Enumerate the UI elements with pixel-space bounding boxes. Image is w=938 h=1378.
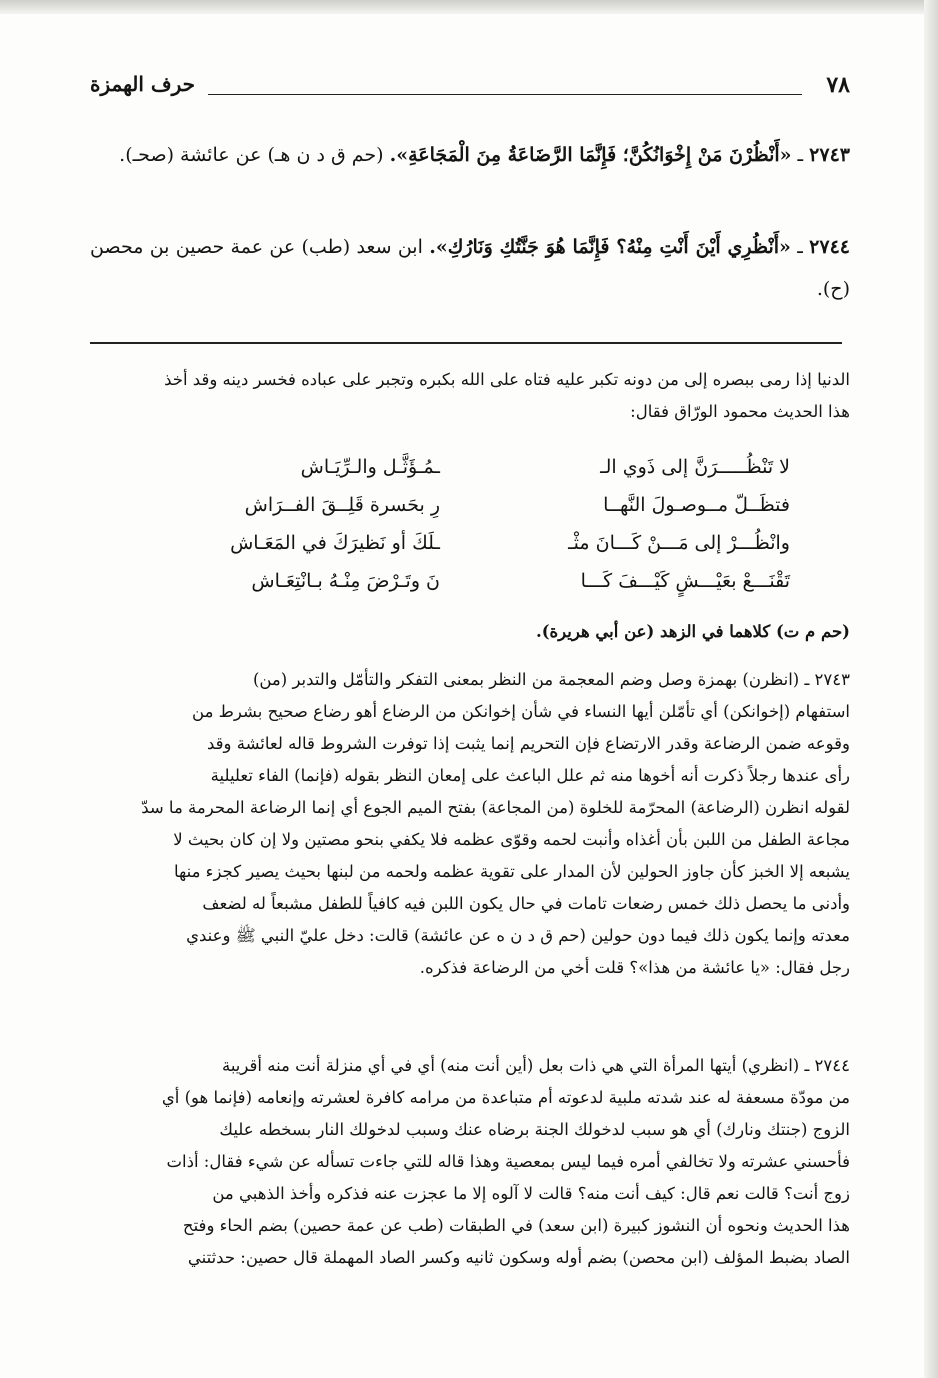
text-line: الدنيا إذا رمى ببصره إلى من دونه تكبر عليه فتاه على الله بكبره وتجبر على عباده فخسر دينه وقد أخذ <box>164 370 850 389</box>
poem-verse <box>140 456 790 492</box>
text-line: الزوج (جنتك ونارك) أي هو سبب لدخولك الجنة برضاه عنك وسبب لدخولك النار بسخطه عليك <box>219 1120 850 1139</box>
text-line: مجاعة الطفل من اللبن بأن أغذاه وأنبت لحمه وقوّى عظمه فلا يكفي بنحو مصتين ولا إن كان بحيث لا <box>173 830 850 849</box>
verse-first-hemistich: فتظَــلّ مــوصـولَ النَّهــا <box>603 494 790 516</box>
text-line: ٢٧٤٤ ـ (انظري) أيتها المرأة التي هي ذات بعل (أين أنت منه) أي في أي منزلة أنت منه أقريبة <box>221 1056 850 1075</box>
verse-first-hemistich: تَقْنَـــعْ بعَيْـــشٍ كَيْـــفَ كَـــا <box>580 570 790 592</box>
text-line: استفهام (إخوانكن) أي تأمّلن أيها النساء في شأن إخوانكن من الرضاع أهو رضاع صحيح بشرط من <box>192 702 850 721</box>
chapter-title: حرف الهمزة <box>90 72 196 96</box>
poem-source <box>90 616 850 648</box>
text-line: ٢٧٤٣ ـ (انظرن) بهمزة وصل وضم المعجمة من النظر بمعنى التفكر والتأمّل والتدبر (من) <box>252 670 850 689</box>
hadith-source: (حم ق د ن هـ) عن عائشة (صحـ). <box>119 144 384 166</box>
footnote-separator <box>90 342 842 344</box>
text-line: الصاد بضبط المؤلف (ابن محصن) بضم أوله وسكون ثانيه وكسر الصاد المهملة قال حصين: حدثتني <box>187 1248 850 1267</box>
commentary-2744 <box>90 1050 850 1274</box>
verse-first-hemistich: وانْظُـــرْ إلى مَـــنْ كَـــانَ مثْـ <box>568 532 790 554</box>
text-line: رأى عندها رجلاً ذكرت أنه أخوها منه ثم علل الباعث على إمعان النظر بقوله (فإنما) الفاء تعليلية <box>210 766 850 785</box>
text-line: زوج أنت؟ قالت نعم قال: كيف أنت منه؟ قالت لا آلوه إلا ما عجزت عنه فذكره وأخذ الذهبي من <box>212 1184 850 1203</box>
poem-verse <box>140 570 790 606</box>
hadith-text: «أَنْظُرِي أَيْنَ أَنْتِ مِنْهُ؟ فَإِنَّمَا هُوَ جَنَّتُكِ وَنَارُكِ». <box>429 236 791 258</box>
page-header <box>90 72 850 106</box>
hadith-text: «أَنْظُرْنَ مَنْ إِخْوَانُكُنَّ؛ فَإِنَّمَا الرَّضَاعَةُ مِنَ الْمَجَاعَةِ». <box>389 144 792 166</box>
poem-verse <box>140 494 790 530</box>
verse-second-hemistich: رِ بحَسرة قَلِــقَ الفــرَاش <box>244 494 440 516</box>
text-line: وقوعه ضمن الرضاعة وقدر الارتضاع فإن التحريم إنما يثبت إذا توفرت الشروط قاله لعائشة وقد <box>206 734 850 753</box>
hadith-2744: ٢٧٤٤ ـ «أَنْظُرِي أَيْنَ أَنْتِ مِنْهُ؟ فَإِنَّمَا هُوَ جَنَّتُكِ وَنَارُكِ». ابن سعد (طب) عن عمة حصين بن محصن (ح). <box>90 236 850 300</box>
text-line: من مودّة مسعفة له عند شدته ملبية لدعوته أم متباعدة من مرامه كافرة لعشرته وإنعامه (فإنما هو) أي <box>161 1088 850 1107</box>
verse-second-hemistich: ـمُـؤَثَّـل والـرِّيَـاش <box>300 456 440 478</box>
hadith-source: ابن سعد (طب) عن عمة حصين بن محصن (ح). <box>90 236 850 300</box>
text-line: (حم م ت) كلاهما في الزهد (عن أبي هريرة). <box>535 622 850 641</box>
hadith-2743: ٢٧٤٣ ـ «أَنْظُرْنَ مَنْ إِخْوَانُكُنَّ؛ فَإِنَّمَا الرَّضَاعَةُ مِنَ الْمَجَاعَةِ». (حم ق د ن هـ) عن عائشة (صحـ). <box>119 144 850 166</box>
text-line: فأحسني عشرته ولا تخالفي أمره فيما ليس بمعصية وهذا قاله للتي جاءت تسأله عن شيء فقال: أذات <box>166 1152 850 1171</box>
hadith-number: ٢٧٤٤ <box>809 236 850 258</box>
text-line: هذا الحديث محمود الورّاق فقال: <box>630 402 850 421</box>
verse-second-hemistich: نَ وتَـرْضَ مِنْـهُ بـانْتِعَـاش <box>251 570 440 592</box>
verse-first-hemistich: لا تَنْظُـــــرَنَّ إلى ذَوي الـ <box>600 456 790 478</box>
hadith-number: ٢٧٤٣ <box>809 144 850 166</box>
commentary-intro <box>90 364 850 428</box>
text-line: لقوله انظرن (الرضاعة) المحرّمة للخلوة (من المجاعة) بفتح الميم الجوع أي إنما الرضاعة المحرمة ما سدّ <box>141 798 850 817</box>
page-number: ٧٨ <box>826 72 850 98</box>
text-line: يشبعه إلا الخبز كأن جاوز الحولين لأن المدار على تقوية عظمه ولحمه من لبنها بحيث يصير كجزء منها <box>173 862 850 881</box>
scan-edge-top <box>0 0 938 14</box>
text-line: هذا الحديث ونحوه أن النشوز كبيرة (ابن سعد) في الطبقات (طب عن عمة حصين) بضم الحاء وفتح <box>182 1216 850 1235</box>
text-line: رجل فقال: «يا عائشة من هذا»؟ قلت أخي من الرضاعة فذكره. <box>419 958 850 977</box>
scan-edge-right <box>924 0 938 1378</box>
text-line: معدته وإنما يكون ذلك فيما دون حولين (حم ق د ن ه عن عائشة) قالت: دخل عليّ النبي ﷺ وعندي <box>186 926 850 945</box>
commentary-2743 <box>90 664 850 984</box>
header-rule <box>208 94 802 95</box>
text-line: وأدنى ما يحصل ذلك خمس رضعات تامات في حال يكون اللبن فيه كافياً للطفل مشبعاً له لضعف <box>202 894 850 913</box>
poem-verse <box>140 532 790 568</box>
verse-second-hemistich: ـلَكَ أو نَظيرَكَ في المَعَـاش <box>230 532 440 554</box>
